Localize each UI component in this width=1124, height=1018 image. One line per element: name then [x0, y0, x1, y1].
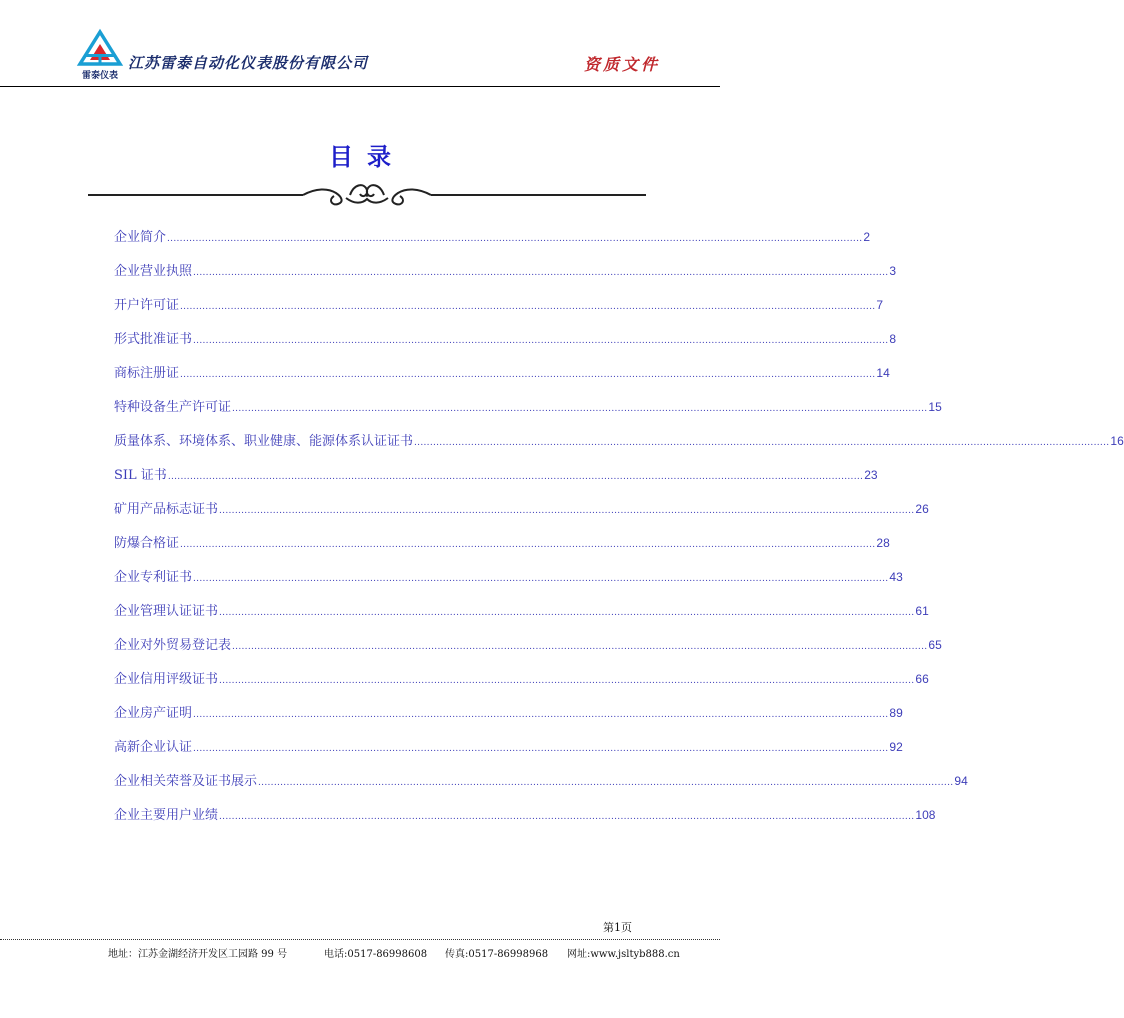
- ornamental-divider-icon: [88, 178, 646, 208]
- toc-entry-page: 3: [889, 264, 897, 278]
- toc-entry-page: 92: [889, 740, 903, 754]
- toc-dot-leader: ............................................................................................................................................................................................................................: [258, 778, 954, 788]
- toc-entry-title: 企业管理认证证书: [114, 604, 219, 619]
- toc-entry[interactable]: [114, 260, 897, 294]
- toc-entry[interactable]: [114, 736, 903, 770]
- document-type: 资质文件: [583, 55, 660, 74]
- toc-entry-page: 89: [889, 706, 903, 720]
- toc-dot-leader: ............................................................................................................................................................................................................................: [193, 710, 889, 720]
- toc-entry-title: 商标注册证: [114, 366, 180, 381]
- footer-divider: [0, 939, 720, 940]
- toc-entry[interactable]: [114, 532, 890, 566]
- toc-dot-leader: ............................................................................................................................................................................................................................: [219, 608, 915, 618]
- toc-dot-leader: ............................................................................................................................................................................................................................: [180, 370, 876, 380]
- toc-entry[interactable]: [114, 702, 903, 736]
- toc-entry[interactable]: [114, 464, 878, 498]
- toc-entry[interactable]: [114, 600, 929, 634]
- toc-entry-title: 企业主要用户业绩: [114, 808, 219, 823]
- toc-entry[interactable]: [114, 328, 897, 362]
- toc-entry-page: 14: [876, 366, 890, 380]
- toc-entry-page: 7: [876, 298, 884, 312]
- toc-entry-title: 矿用产品标志证书: [114, 502, 219, 517]
- page-header: [0, 0, 720, 88]
- toc-dot-leader: ............................................................................................................................................................................................................................: [219, 676, 915, 686]
- toc-entry-page: 66: [915, 672, 929, 686]
- toc-entry-title: 企业相关荣誉及证书展示: [114, 774, 258, 789]
- toc-dot-leader: ............................................................................................................................................................................................................................: [414, 438, 1110, 448]
- toc-entry-title: 企业房产证明: [114, 706, 193, 721]
- toc-entry-title: 高新企业认证: [114, 740, 193, 755]
- toc-entry[interactable]: [114, 396, 942, 430]
- toc-entry[interactable]: [114, 770, 968, 804]
- toc-entry-title: 开户许可证: [114, 298, 180, 313]
- toc-dot-leader: ............................................................................................................................................................................................................................: [180, 540, 876, 550]
- toc-entry-page: 28: [876, 536, 890, 550]
- company-name: 江苏雷泰自动化仪表股份有限公司: [128, 54, 369, 72]
- toc-dot-leader: ............................................................................................................................................................................................................................: [219, 812, 915, 822]
- toc-entry[interactable]: [114, 566, 903, 600]
- toc-dot-leader: ............................................................................................................................................................................................................................: [232, 642, 928, 652]
- toc-dot-leader: ............................................................................................................................................................................................................................: [219, 506, 915, 516]
- header-divider: [0, 86, 720, 87]
- toc-dot-leader: ............................................................................................................................................................................................................................: [193, 336, 889, 346]
- toc-entry[interactable]: [114, 294, 884, 328]
- page-title: 目录: [329, 143, 405, 171]
- toc-entry-page: 16: [1110, 434, 1124, 448]
- toc-dot-leader: ............................................................................................................................................................................................................................: [193, 574, 889, 584]
- toc-dot-leader: ............................................................................................................................................................................................................................: [193, 744, 889, 754]
- page-number: 第1页: [603, 921, 632, 934]
- toc-entry-title: 企业信用评级证书: [114, 672, 219, 687]
- toc-entry-title: 防爆合格证: [114, 536, 180, 551]
- toc-entry[interactable]: [114, 804, 936, 838]
- toc-dot-leader: ............................................................................................................................................................................................................................: [232, 404, 928, 414]
- toc-entry-page: 8: [889, 332, 897, 346]
- toc-entry-page: 2: [863, 230, 871, 244]
- company-logo-icon: [78, 30, 122, 82]
- logo-text: 雷泰仪表: [81, 71, 119, 81]
- toc-entry-title: 企业专利证书: [114, 570, 193, 585]
- toc-entry[interactable]: [114, 430, 1124, 464]
- toc-entry-page: 26: [915, 502, 929, 516]
- toc-entry-title: 特种设备生产许可证: [114, 400, 232, 415]
- toc-entry-page: 43: [889, 570, 903, 584]
- toc-entry[interactable]: [114, 498, 929, 532]
- table-of-contents: [114, 226, 1124, 838]
- footer-website: 网址:www.jsltyb888.cn: [567, 949, 680, 960]
- toc-dot-leader: ............................................................................................................................................................................................................................: [180, 302, 876, 312]
- toc-dot-leader: ............................................................................................................................................................................................................................: [167, 472, 864, 482]
- toc-entry-page: 108: [915, 808, 936, 822]
- toc-entry-page: 15: [928, 400, 942, 414]
- footer-fax: 传真:0517-86998968: [445, 949, 549, 960]
- toc-entry[interactable]: [114, 226, 871, 260]
- toc-entry[interactable]: [114, 668, 929, 702]
- footer-address: 地址：江苏金湖经济开发区工园路 99 号: [108, 949, 288, 960]
- toc-entry-page: 61: [915, 604, 929, 618]
- toc-dot-leader: ............................................................................................................................................................................................................................: [167, 234, 863, 244]
- toc-entry[interactable]: [114, 634, 942, 668]
- toc-entry-title: 质量体系、环境体系、职业健康、能源体系认证证书: [114, 434, 414, 449]
- toc-entry-title: 企业简介: [114, 230, 167, 245]
- toc-entry-title: 形式批准证书: [114, 332, 193, 347]
- toc-entry-title: SIL 证书: [114, 468, 167, 483]
- toc-dot-leader: ............................................................................................................................................................................................................................: [193, 268, 889, 278]
- toc-entry-title: 企业营业执照: [114, 264, 193, 279]
- toc-entry-page: 23: [864, 468, 878, 482]
- footer-phone: 电话:0517-86998608: [324, 949, 428, 960]
- toc-entry[interactable]: [114, 362, 890, 396]
- toc-entry-title: 企业对外贸易登记表: [114, 638, 232, 653]
- toc-entry-page: 94: [954, 774, 968, 788]
- toc-entry-page: 65: [928, 638, 942, 652]
